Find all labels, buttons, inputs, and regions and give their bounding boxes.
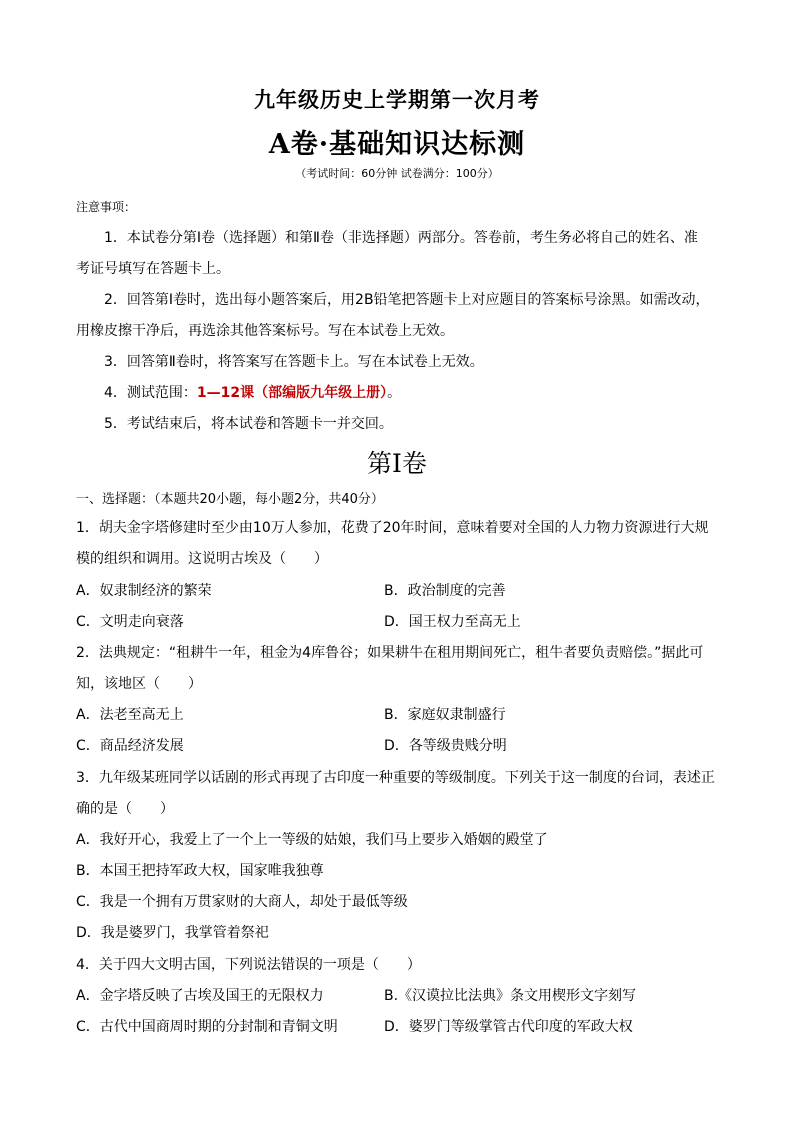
- exam-time-score: （考试时间：60分钟 试卷满分：100分）: [295, 167, 499, 180]
- question-2-option-d: D．各等级贵贱分明: [384, 738, 507, 754]
- question-3-stem-line-1: 3．九年级某班同学以话剧的形式再现了古印度一种重要的等级制度。下列关于这一制度的台词，表述正: [76, 770, 715, 786]
- question-3-option-a: A．我好开心，我爱上了一个上一等级的姑娘，我们马上要步入婚姻的殿堂了: [76, 832, 548, 848]
- question-4-option-c: C．古代中国商周时期的分封制和青铜文明: [76, 1019, 338, 1035]
- question-1-stem-line-1: 1．胡夫金字塔修建时至少由10万人参加，花费了20年时间，意味着要对全国的人力物力资源进行大规: [76, 520, 709, 536]
- question-3-option-b: B．本国王把持军政大权，国家唯我独尊: [76, 863, 324, 879]
- notice-item-4: [104, 383, 754, 403]
- question-4-option-d: D．婆罗门等级掌管古代印度的军政大权: [384, 1019, 633, 1035]
- notice-item-1-line-1: 1．本试卷分第Ⅰ卷（选择题）和第Ⅱ卷（非选择题）两部分。答卷前，考生务必将自己的姓名、准: [104, 230, 698, 246]
- notice-item-1-line-2: 考证号填写在答题卡上。: [76, 261, 230, 277]
- question-1-option-b: B．政治制度的完善: [384, 583, 506, 599]
- question-1-stem-line-2: 模的组织和调用。这说明古埃及（ ）: [76, 551, 328, 567]
- question-1-option-c: C．文明走向衰落: [76, 614, 184, 630]
- notice-heading: 注意事项：: [76, 200, 137, 214]
- volume-title: 第Ⅰ卷: [367, 449, 427, 478]
- notice-item-4-suffix: 。: [387, 385, 402, 401]
- section-title: 一、选择题：（本题共20小题，每小题2分，共40分）: [76, 492, 384, 507]
- question-2-stem-line-1: 2．法典规定：“租耕牛一年，租金为4库鲁谷；如果耕牛在租用期间死亡，租牛者要负责赔偿。”据此可: [76, 645, 704, 661]
- notice-item-4-prefix: 4．测试范围：: [104, 385, 197, 401]
- question-4-option-a: A．金字塔反映了古埃及国王的无限权力: [76, 988, 324, 1004]
- notice-item-5: 5．考试结束后，将本试卷和答题卡一并交回。: [104, 416, 393, 432]
- notice-item-2-line-2: 用橡皮擦干净后，再选涂其他答案标号。写在本试卷上无效。: [76, 323, 454, 339]
- question-1-option-d: D．国王权力至高无上: [384, 614, 521, 630]
- question-3-stem-line-2: 确的是（ ）: [76, 801, 174, 817]
- exam-subtitle: A卷·基础知识达标测: [268, 129, 526, 160]
- notice-item-3: 3．回答第Ⅱ卷时，将答案写在答题卡上。写在本试卷上无效。: [104, 354, 484, 370]
- question-3-option-c: C．我是一个拥有万贯家财的大商人，却处于最低等级: [76, 894, 408, 910]
- test-range: 1—12课（部编版九年级上册）: [196, 385, 388, 401]
- question-3-option-d: D．我是婆罗门，我掌管着祭祀: [76, 925, 269, 941]
- question-1-option-a: A．奴隶制经济的繁荣: [76, 583, 212, 599]
- notice-item-2-line-1: 2．回答第Ⅰ卷时，选出每小题答案后，用2B铅笔把答题卡上对应题目的答案标号涂黑。如需改动，: [104, 292, 710, 308]
- question-2-option-c: C．商品经济发展: [76, 738, 184, 754]
- question-2-stem-line-2: 知，该地区（ ）: [76, 676, 202, 692]
- exam-title: 九年级历史上学期第一次月考: [254, 88, 540, 112]
- question-4-option-b: B.《汉谟拉比法典》条文用楔形文字刻写: [384, 988, 637, 1004]
- question-2-option-b: B．家庭奴隶制盛行: [384, 707, 506, 723]
- question-2-option-a: A．法老至高无上: [76, 707, 184, 723]
- question-4-stem: 4．关于四大文明古国，下列说法错误的一项是（ ）: [76, 957, 421, 973]
